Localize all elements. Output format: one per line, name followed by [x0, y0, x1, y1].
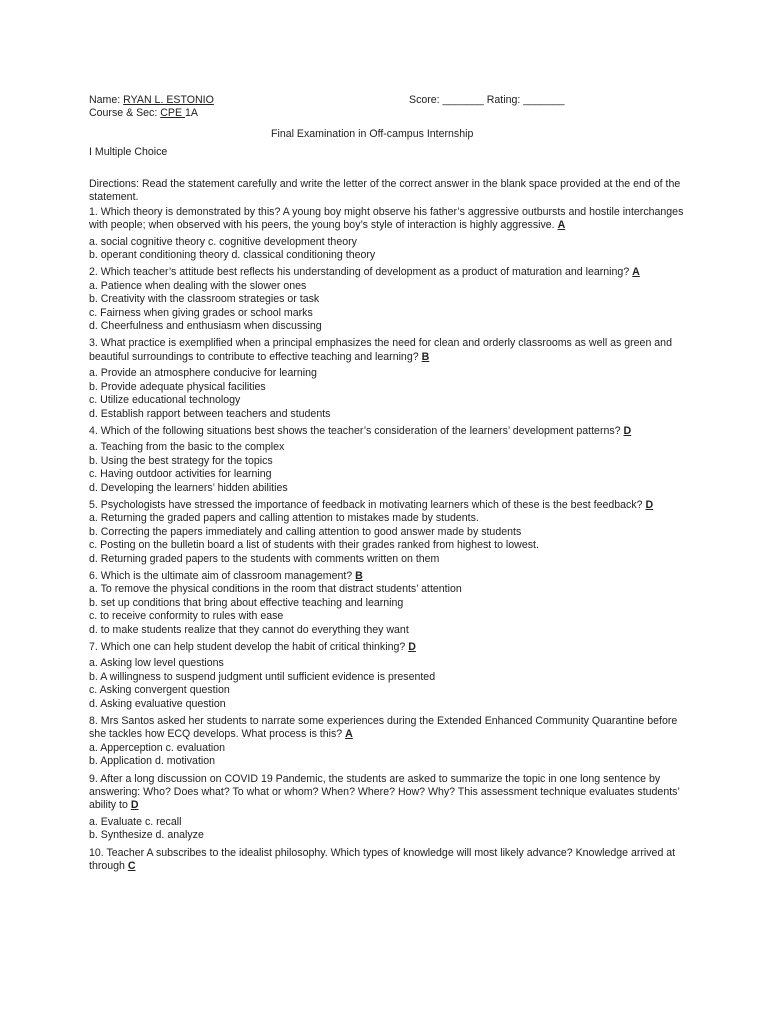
exam-content — [89, 178, 689, 878]
answer-letter: B — [355, 569, 363, 582]
option-item: b. Application d. motivation — [89, 755, 216, 768]
option-item: a. Teaching from the basic to the complex — [89, 441, 285, 454]
question-item — [89, 337, 689, 420]
answer-letter: B — [421, 350, 430, 363]
options-list — [89, 742, 689, 769]
question-item — [89, 206, 689, 263]
student-name: RYAN L. ESTONIO — [123, 94, 214, 106]
options-list — [89, 236, 689, 263]
question-stem — [89, 337, 689, 364]
option-item: a. Returning the graded papers and calling attention to mistakes made by students. — [89, 512, 479, 525]
question-item — [89, 847, 689, 874]
option-item: a. Apperception c. evaluation — [89, 741, 226, 754]
question-text: 7. Which one can help student develop the habit of critical thinking? — [89, 641, 406, 653]
options-list — [89, 512, 689, 566]
question-stem — [89, 425, 689, 438]
name-label: Name: — [89, 94, 121, 106]
option-item: d. Returning graded papers to the students with comments written on them — [89, 552, 440, 565]
option-item: d. Cheerfulness and enthusiasm when discussing — [89, 320, 322, 333]
options-list — [89, 441, 689, 495]
option-item: d. Establish rapport between teachers and students — [89, 407, 331, 420]
options-list — [89, 367, 689, 421]
option-item: c. Utilize educational technology — [89, 394, 241, 407]
question-text: 5. Psychologists have stressed the importance of feedback in motivating learners which of these is the best feedback? — [89, 498, 643, 511]
options-list — [89, 280, 689, 334]
score-rating: Score: _______ Rating: _______ — [409, 94, 565, 106]
question-list — [89, 206, 689, 874]
question-text: 2. Which teacher’s attitude best reflects his understanding of development as a product of maturation and learning? — [89, 266, 630, 279]
question-text: 3. What practice is exemplified when a principal emphasizes the need for clean and orderly classrooms as well as green and beautiful surroundings to contribute to effective teaching and learning? — [89, 337, 672, 363]
option-item: c. Fairness when giving grades or school marks — [89, 306, 313, 319]
answer-letter: D — [408, 641, 416, 653]
question-text: 1. Which theory is demonstrated by this? A young boy might observe his father’s aggressive outbursts and hostile interchanges with people; when observed with his peers, the young boy’s style of interaction is highly aggressive. — [89, 205, 684, 232]
directions: Directions: Read the statement carefully and write the letter of the correct answer in the blank space provided at the end of the statement. — [89, 178, 681, 204]
question-item — [89, 266, 689, 333]
question-text: 8. Mrs Santos asked her students to narrate some experiences during the Extended Enhanced Community Quarantine before she tackles how ECQ develops. What process is this? — [89, 715, 678, 741]
option-item: b. A willingness to suspend judgment until sufficient evidence is presented — [89, 670, 436, 683]
answer-letter: A — [557, 219, 566, 232]
option-item: b. Using the best strategy for the topics — [89, 454, 273, 467]
question-stem — [89, 641, 689, 654]
option-item: b. operant conditioning theory d. classical conditioning theory — [89, 249, 376, 262]
answer-letter: D — [645, 498, 654, 511]
section-heading: I Multiple Choice — [89, 146, 168, 158]
header — [89, 94, 689, 121]
question-item — [89, 641, 689, 711]
option-item: c. Having outdoor activities for learning — [89, 468, 272, 481]
option-item: a. Patience when dealing with the slower ones — [89, 279, 307, 292]
option-item: a. Provide an atmosphere conducive for learning — [89, 367, 317, 380]
question-text: 4. Which of the following situations best shows the teacher’s consideration of the learners’ development patterns? — [89, 424, 621, 437]
question-stem — [89, 266, 689, 279]
question-stem — [89, 847, 689, 874]
question-text: 9. After a long discussion on COVID 19 Pandemic, the students are asked to summarize the topic in one long sentence by answering: Who? Does what? To what or whom? When? Where? How? Why? This assessment technique evaluates students’ ability to — [89, 772, 680, 812]
option-item: d. Asking evaluative question — [89, 697, 226, 710]
question-stem — [89, 715, 689, 742]
question-stem — [89, 206, 689, 233]
question-item — [89, 715, 689, 769]
options-list — [89, 657, 689, 711]
question-item — [89, 773, 689, 843]
question-item — [89, 499, 689, 566]
options-list — [89, 816, 689, 843]
course-value: CPE — [160, 107, 185, 120]
course-label: Course & Sec: — [89, 107, 158, 120]
option-item: a. social cognitive theory c. cognitive development theory — [89, 235, 357, 248]
name-row — [89, 94, 689, 107]
option-item: b. Synthesize d. analyze — [89, 829, 204, 842]
option-item: d. to make students realize that they cannot do everything they want — [89, 623, 409, 636]
option-item: a. Asking low level questions — [89, 657, 224, 670]
question-text: 10. Teacher A subscribes to the idealist philosophy. Which types of knowledge will most likely advance? Knowledge arrived at through — [89, 846, 676, 873]
answer-letter: A — [345, 728, 353, 741]
option-item: a. To remove the physical conditions in the room that distract students’ attention — [89, 583, 462, 596]
option-item: b. Correcting the papers immediately and calling attention to good answer made by students — [89, 525, 522, 538]
course-row — [89, 107, 689, 120]
option-item: d. Developing the learners’ hidden abilities — [89, 481, 288, 494]
course-section: 1A — [185, 107, 198, 120]
question-stem — [89, 499, 689, 512]
question-stem — [89, 773, 689, 813]
options-list — [89, 583, 689, 637]
question-item — [89, 425, 689, 495]
option-item: a. Evaluate c. recall — [89, 815, 182, 828]
question-stem — [89, 570, 689, 583]
answer-letter: A — [632, 266, 640, 279]
option-item: b. Provide adequate physical facilities — [89, 380, 266, 393]
option-item: b. set up conditions that bring about effective teaching and learning — [89, 596, 404, 609]
option-item: c. to receive conformity to rules with ease — [89, 610, 284, 623]
option-item: c. Asking convergent question — [89, 684, 230, 697]
option-item: c. Posting on the bulletin board a list of students with their grades ranked from highest to lowest. — [89, 539, 539, 552]
option-item: b. Creativity with the classroom strategies or task — [89, 293, 320, 306]
question-text: 6. Which is the ultimate aim of classroom management? — [89, 569, 353, 582]
answer-letter: D — [623, 424, 632, 437]
question-item — [89, 570, 689, 637]
exam-title: Final Examination in Off-campus Internship — [271, 128, 474, 140]
answer-letter: C — [127, 860, 136, 873]
answer-letter: D — [130, 799, 139, 812]
